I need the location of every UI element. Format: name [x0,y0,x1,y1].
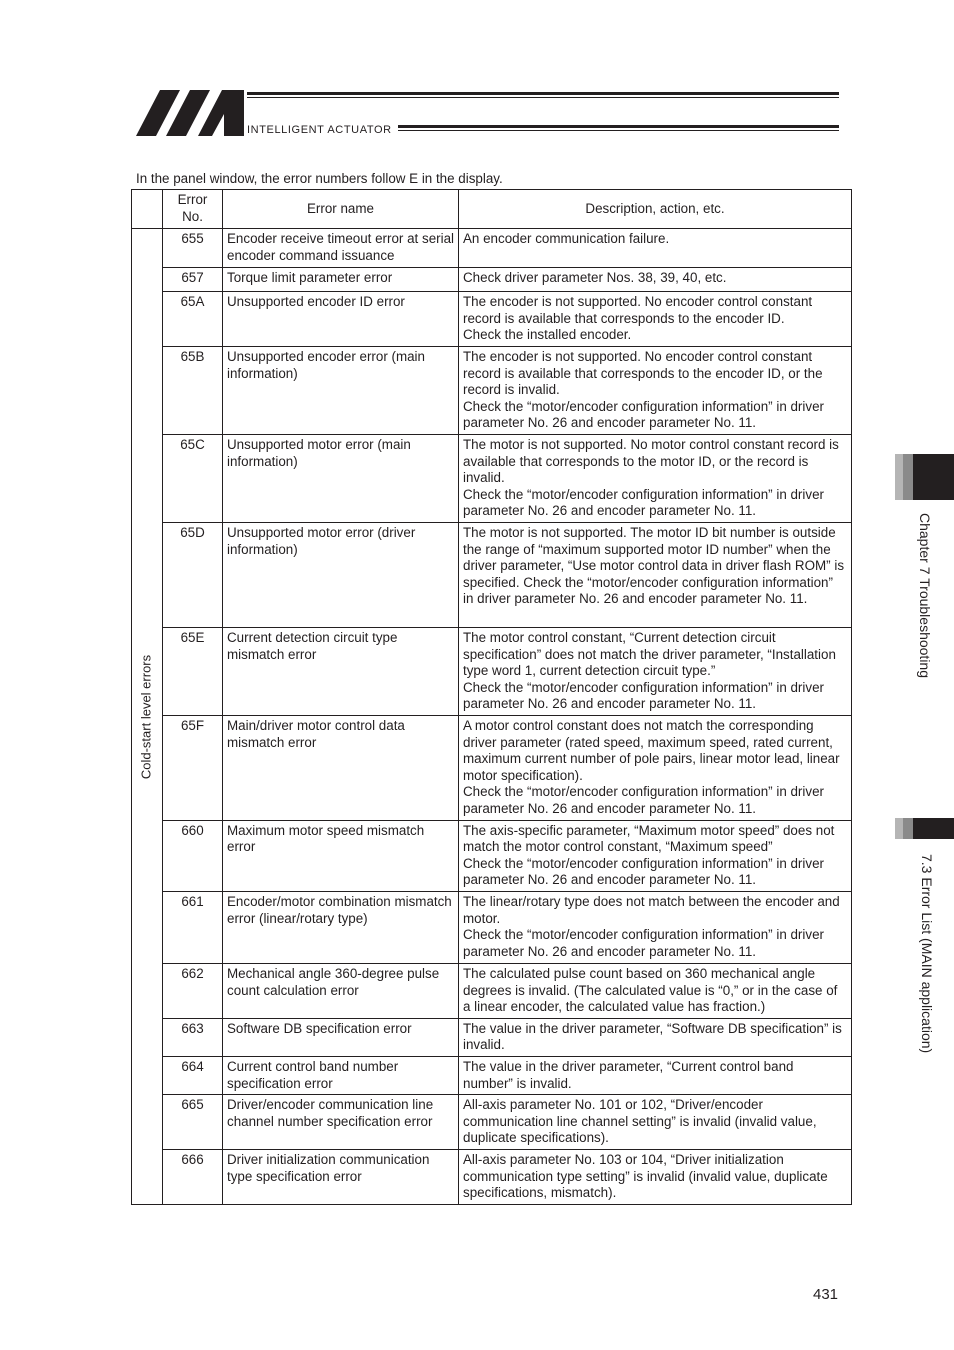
error-name: Current control band number specification error [223,1056,459,1094]
error-name: Encoder/motor combination mismatch error (linear/rotary type) [223,891,459,963]
section-side-label: 7.3 Error List (MAIN application) [919,854,935,1054]
error-code: 665 [163,1095,223,1150]
error-code: 655 [163,229,223,268]
table-row [132,523,852,628]
error-code: 661 [163,891,223,963]
description-line: The linear/rotary type does not match between the encoder and motor. [463,893,840,926]
error-name: Current detection circuit type mismatch error [223,628,459,716]
chapter-tab-marker [913,454,954,500]
error-name: Encoder receive timeout error at serial encoder command issuance [223,229,459,268]
table-row [132,1018,852,1056]
table-row [132,268,852,292]
error-table [131,189,852,1205]
description-line: A motor control constant does not match the corresponding driver parameter (rated speed, maximum speed, rated current, maximum current number of pole pairs, linear motor lead, linear motor specification). [463,718,840,783]
error-name: Main/driver motor control data mismatch error [223,716,459,821]
table-row [132,1150,852,1205]
header-rule [398,130,839,131]
table-row [132,1056,852,1094]
table-row [132,891,852,963]
error-code: 663 [163,1018,223,1056]
description-line: The value in the driver parameter, “Current control band number” is invalid. [463,1058,794,1091]
error-no-header: Error No. [163,190,223,229]
error-code: 662 [163,963,223,1018]
error-description [459,628,852,716]
error-name-header: Error name [223,190,459,229]
error-code: 65C [163,435,223,523]
description-line: An encoder communication failure. [463,231,670,246]
error-name: Software DB specification error [223,1018,459,1056]
table-row [132,435,852,523]
error-code: 65E [163,628,223,716]
error-description [459,891,852,963]
error-description [459,268,852,292]
description-line: Check the “motor/encoder configuration information” in driver parameter No. 26 and encoder parameter No. 11. [463,927,824,959]
error-code: 664 [163,1056,223,1094]
header-rule [247,97,839,98]
section-tab-marker [903,818,913,839]
description-line: Check the “motor/encoder configuration information” in driver parameter No. 26 and encoder parameter No. 11. [463,679,824,712]
intro-text: In the panel window, the error numbers follow E in the display. [136,171,503,186]
error-name: Driver initialization communication type specification error [223,1150,459,1205]
error-description [459,1150,852,1205]
description-line: The motor is not supported. The motor ID bit number is outside the range of “maximum supported motor ID number” when the driver parameter, “Use motor control data in driver flash ROM” is specified. Check the “motor/encoder configuration information” in driver parameter No. 26 and encoder parameter No. 11. [463,525,845,607]
chapter-tab-marker [895,454,903,500]
description-line: The calculated pulse count based on 360 mechanical angle degrees is invalid. (The calculated value is “0,” or in the case of a linear encoder, the calculated value has fraction.) [463,965,838,1015]
error-description [459,435,852,523]
description-line: Check the “motor/encoder configuration information” in driver parameter No. 26 and encoder parameter No. 11. [463,784,824,816]
table-row [132,628,852,716]
error-name: Torque limit parameter error [223,268,459,292]
error-description [459,292,852,347]
error-code: 65A [163,292,223,347]
error-description [459,1018,852,1056]
error-table-body [132,229,852,1205]
error-code: 65B [163,347,223,435]
error-name: Unsupported encoder error (main information) [223,347,459,435]
section-tab-marker [895,818,903,839]
table-row [132,820,852,891]
error-code: 666 [163,1150,223,1205]
description-line: The motor control constant, “Current detection circuit specification” does not match the driver parameter, “Installation type word 1, current detection circuit type.” [463,630,836,679]
table-header-row [132,190,852,229]
error-name: Unsupported motor error (main information) [223,435,459,523]
error-code: 657 [163,268,223,292]
description-line: Check driver parameter Nos. 38, 39, 40, etc. [463,270,727,285]
brand-text: INTELLIGENT ACTUATOR [247,124,392,136]
error-code: 65D [163,523,223,628]
error-name: Maximum motor speed mismatch error [223,820,459,891]
section-tab-marker [913,818,954,839]
error-code: 65F [163,716,223,821]
description-line: The value in the driver parameter, “Software DB specification” is invalid. [463,1020,842,1053]
header-rule [398,125,839,128]
page-number: 431 [813,1286,839,1303]
description-line: Check the “motor/encoder configuration information” in driver parameter No. 26 and encoder parameter No. 11. [463,855,824,888]
table-row [132,963,852,1018]
description-line: Check the installed encoder. [463,327,632,343]
chapter-tab-marker [903,454,913,500]
table-row [132,229,852,268]
category-label: Cold-start level errors [138,654,154,779]
error-description [459,1056,852,1094]
category-header [132,190,163,229]
description-line: All-axis parameter No. 103 or 104, “Driver initialization communication type setting” is invalid (invalid value, duplicate specifications, mismatch). [463,1152,828,1201]
description-line: The encoder is not supported. No encoder control constant record is available that corresponds to the encoder ID. [463,294,813,326]
error-name: Unsupported encoder ID error [223,292,459,347]
header-rule [247,92,839,95]
error-name: Unsupported motor error (driver information) [223,523,459,628]
table-row [132,716,852,821]
category-cell [132,229,163,1205]
description-header: Description, action, etc. [459,190,852,229]
description-line: The axis-specific parameter, “Maximum motor speed” does not match the motor control constant, “Maximum speed” [463,822,835,855]
error-description [459,716,852,821]
description-line: The encoder is not supported. No encoder control constant record is available that corresponds to the encoder ID, or the record is invalid. [463,349,823,398]
error-code: 660 [163,820,223,891]
description-line: Check the “motor/encoder configuration information” in driver parameter No. 26 and encoder parameter No. 11. [463,486,824,519]
table-row [132,347,852,435]
description-line: All-axis parameter No. 101 or 102, “Driver/encoder communication line channel setting” is invalid (invalid value, duplicate specifications). [463,1097,817,1146]
error-description [459,820,852,891]
error-name: Driver/encoder communication line channel number specification error [223,1095,459,1150]
error-name: Mechanical angle 360-degree pulse count calculation error [223,963,459,1018]
table-row [132,292,852,347]
error-description [459,347,852,435]
table-row [132,1095,852,1150]
error-description [459,229,852,268]
error-description [459,1095,852,1150]
chapter-side-label: Chapter 7 Troubleshooting [917,513,933,678]
iai-logo-icon [136,90,244,136]
description-line: The motor is not supported. No motor control constant record is available that corresponds to the motor ID, or the record is invalid. [463,437,839,486]
error-description [459,963,852,1018]
description-line: Check the “motor/encoder configuration information” in driver parameter No. 26 and encoder parameter No. 11. [463,398,824,431]
error-description [459,523,852,628]
